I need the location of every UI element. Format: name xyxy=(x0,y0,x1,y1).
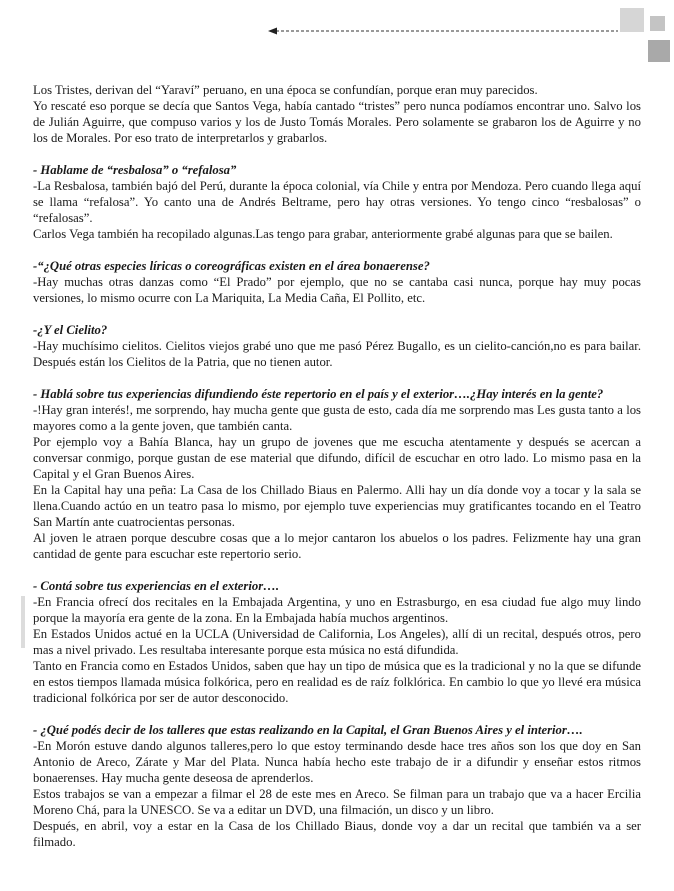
decor-square-light xyxy=(620,8,644,32)
answer-paragraph: -!Hay gran interés!, me sorprendo, hay mucha gente que gusta de esto, cada día me sorprendo mas Les gusta tanto a los mayores como a la gente joven, que también canta. xyxy=(33,403,641,433)
question: -¿Y el Cielito? xyxy=(33,323,108,337)
answer-paragraph: -En Francia ofrecí dos recitales en la Embajada Argentina, y uno en Estrasburgo, en esa ciudad fue algo muy lindo porque la mayoría era gente de la zona. En la Embajada había muchos argentinos. xyxy=(33,595,641,625)
answer-paragraph: Tanto en Francia como en Estados Unidos, saben que hay un tipo de música que es la tradicional y no la que se difunde en estos tiempos llamada música folkórica, pero en realidad es de raíz folklórica. En cambio lo que yo llevé era música tradicional folkórica por ser de autor desconocido. xyxy=(33,659,641,705)
answer-paragraph: En la Capital hay una peña: La Casa de los Chillado Biaus en Palermo. Alli hay un día donde voy a tocar y la sala se llena.Cuando actúo en un teatro pasa lo mismo, por ejemplo tuve experiencias muy gratificantes tocando en el Teatro San Martín ante cuatrocientas personas. xyxy=(33,483,641,529)
qa-block-exterior xyxy=(33,578,641,706)
answer-paragraph: Al joven le atraen porque descubre cosas que a lo mejor cantaron los abuelos o los padres. Felizmente hay una gran cantidad de gente para escuchar este repertorio serio. xyxy=(33,531,641,561)
question: - Contá sobre tus experiencias en el exterior…. xyxy=(33,579,279,593)
question: - Hablá sobre tus experiencias difundiendo éste repertorio en el país y el exterior….¿Hay interés en la gente? xyxy=(33,387,604,401)
answer-paragraph: Estos trabajos se van a empezar a filmar el 28 de este mes en Areco. Se filman para un trabajo que va a hacer Ercilia Moreno Chá, para la UNESCO. Se va a editar un DVD, una filmación, un disco y un libro. xyxy=(33,787,641,817)
intro-paragraph: Yo rescaté eso porque se decía que Santos Vega, había cantado “tristes” pero nunca podíamos encontrar uno. Salvo los de Julián Aguirre, que compuso varios y los de Justo Tomás Morales. Pero solamente se grabaron los de Aguirre y no los de Morales. Por eso trato de interpretarlos y grabarlos. xyxy=(33,99,641,145)
intro-paragraph: Los Tristes, derivan del “Yaraví” peruano, en una época se confundían, porque eran muy parecidos. xyxy=(33,83,538,97)
answer-paragraph: -Hay muchísimo cielitos. Cielitos viejos grabé uno que me pasó Pérez Bugallo, es un cielito-canción,no es para bailar. Después están los Cielitos de la Patria, que no tienen autor. xyxy=(33,339,641,369)
answer-paragraph: -Hay muchas otras danzas como “El Prado” por ejemplo, que no se cantaba casi nunca, porque hay muy pocas versiones, lo mismo ocurre con La Mariquita, La Media Caña, El Pollito, etc. xyxy=(33,275,641,305)
answer-paragraph: Después, en abril, voy a estar en la Casa de los Chillado Biaus, donde voy a dar un recital que también va a ser filmado. xyxy=(33,819,641,849)
margin-bar xyxy=(21,596,25,648)
qa-block-experiencias xyxy=(33,386,641,562)
question: - ¿Qué podés decir de los talleres que estas realizando en la Capital, el Gran Buenos Aires y el interior…. xyxy=(33,723,583,737)
answer-paragraph: Carlos Vega también ha recopilado algunas.Las tengo para grabar, anteriormente grabé algunas para que se bailen. xyxy=(33,227,613,241)
intro-block xyxy=(33,82,641,146)
decor-square-small xyxy=(650,16,665,31)
qa-block-resbalosa xyxy=(33,162,641,242)
answer-paragraph: -En Morón estuve dando algunos talleres,pero lo que estoy terminando desde hace tres años son los que doy en San Antonio de Areco, Zárate y Mar del Plata. Nunca había hecho este trabajo de ir a difundir y enseñar estos ritmos bonaerenses. Hay mucha gente deseosa de aprenderlos. xyxy=(33,739,641,785)
answer-paragraph: Por ejemplo voy a Bahía Blanca, hay un grupo de jovenes que me escucha atentamente y después se acercan a conversar conmigo, porque gustan de ese material que difundo, difícil de escuchar en otro lado. Lo mismo pasa en la Capital y el Gran Buenos Aires. xyxy=(33,435,641,481)
article-body xyxy=(33,82,641,866)
question: - Hablame de “resbalosa” o “refalosa” xyxy=(33,163,237,177)
decor-square-dark xyxy=(648,40,670,62)
answer-paragraph: -La Resbalosa, también bajó del Perú, durante la época colonial, vía Chile y entra por Mendoza. Pero cuando llega aquí se llama “refalosa”. Yo canto una de Andrés Beltrame, pero hay otras versiones. Yo tengo cinco “resbalosas” o “refalosas”. xyxy=(33,179,641,225)
dashed-arrow-left-icon xyxy=(268,26,618,36)
qa-block-especies xyxy=(33,258,641,306)
qa-block-talleres xyxy=(33,722,641,850)
question: -“¿Qué otras especies líricas o coreográficas existen en el área bonaerense? xyxy=(33,259,430,273)
answer-paragraph: En Estados Unidos actué en la UCLA (Universidad de California, Los Angeles), allí di un recital, después otros, pero mas a nivel privado. Les resultaba interesante porque esta música no está difundida. xyxy=(33,627,641,657)
qa-block-cielito xyxy=(33,322,641,370)
